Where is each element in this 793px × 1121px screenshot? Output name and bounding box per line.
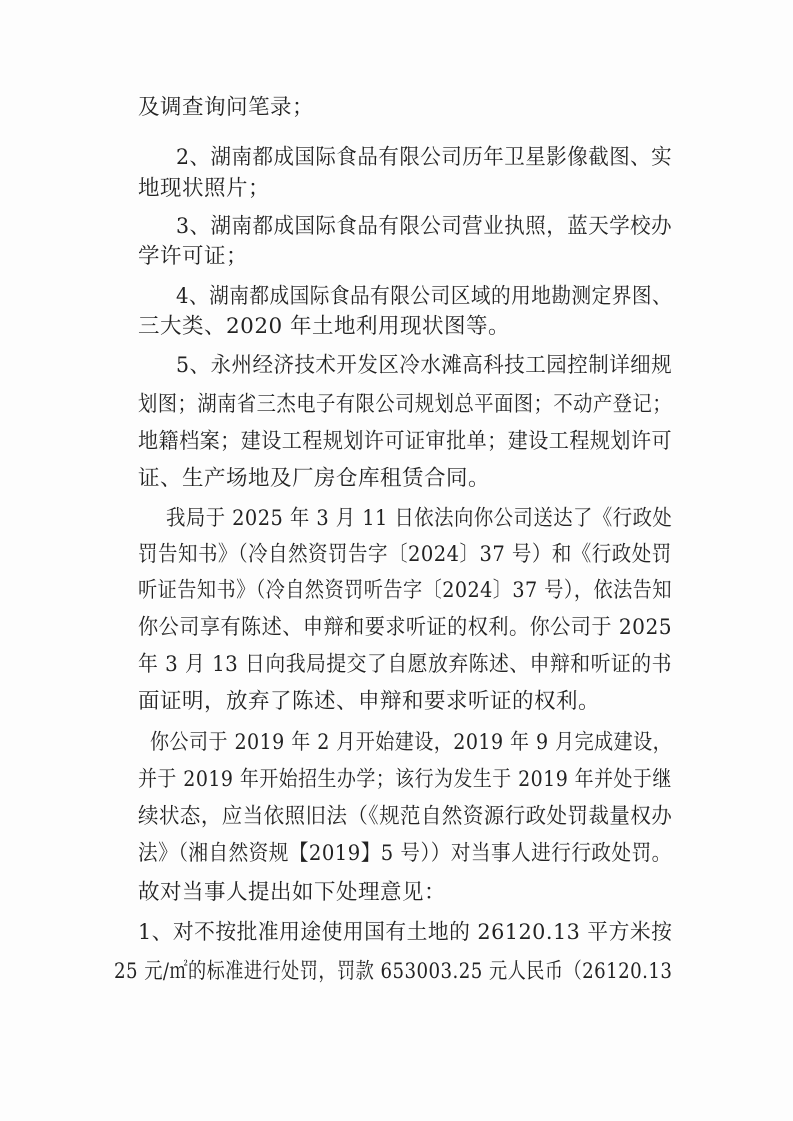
text-line: 罚告知书》（冷自然资罚告字〔2024〕37 号）和《行政处罚 (138, 542, 672, 567)
text-line: 你公司于 2019 年 2 月开始建设，2019 年 9 月完成建设， (150, 730, 673, 755)
text-line: 故对当事人提出如下处理意见： (138, 880, 447, 905)
text-line: 25 元/㎡的标准进行处罚，罚款 653003.25 元人民币（26120.13 (114, 959, 673, 984)
text-line: 面证明，放弃了陈述、申辩和要求听证的权利。 (138, 689, 601, 714)
text-line: 续状态，应当依照旧法（《规范自然资源行政处罚裁量权办 (138, 804, 673, 829)
text-line: 5、永州经济技术开发区冷水滩高科技工园控制详细规 (176, 353, 673, 378)
text-line: 三大类、2020 年土地利用现状图等。 (138, 314, 511, 339)
text-line: 法》（湘自然资规【2019】5 号））对当事人进行行政处罚。 (138, 841, 672, 866)
text-line: 1、对不按批准用途使用国有土地的 26120.13 平方米按 (138, 920, 673, 945)
text-line: 证、生产场地及厂房仓库租赁合同。 (138, 466, 491, 491)
text-line: 4、湖南都成国际食品有限公司区域的用地勘测定界图、 (176, 284, 673, 309)
text-line: 我局于 2025 年 3 月 11 日依法向你公司送达了《行政处 (166, 506, 673, 531)
text-line: 并于 2019 年开始招生办学；该行为发生于 2019 年并处于继 (138, 767, 672, 792)
text-line: 地现状照片； (138, 176, 271, 201)
text-line: 听证告知书》（冷自然资罚听告字〔2024〕37 号），依法告知 (138, 578, 672, 603)
text-line: 地籍档案；建设工程规划许可证审批单；建设工程规划许可 (138, 429, 673, 454)
text-line: 你公司享有陈述、申辩和要求听证的权利。你公司于 2025 (138, 615, 673, 640)
text-line: 学许可证； (138, 244, 249, 269)
text-line: 2、湖南都成国际食品有限公司历年卫星影像截图、实 (176, 145, 673, 170)
text-line: 及调查询问笔录； (138, 95, 315, 120)
text-line: 年 3 月 13 日向我局提交了自愿放弃陈述、申辩和听证的书 (138, 652, 672, 677)
text-line: 划图；湖南省三杰电子有限公司规划总平面图；不动产登记； (138, 392, 673, 417)
text-line: 3、湖南都成国际食品有限公司营业执照，蓝天学校办 (176, 214, 673, 239)
